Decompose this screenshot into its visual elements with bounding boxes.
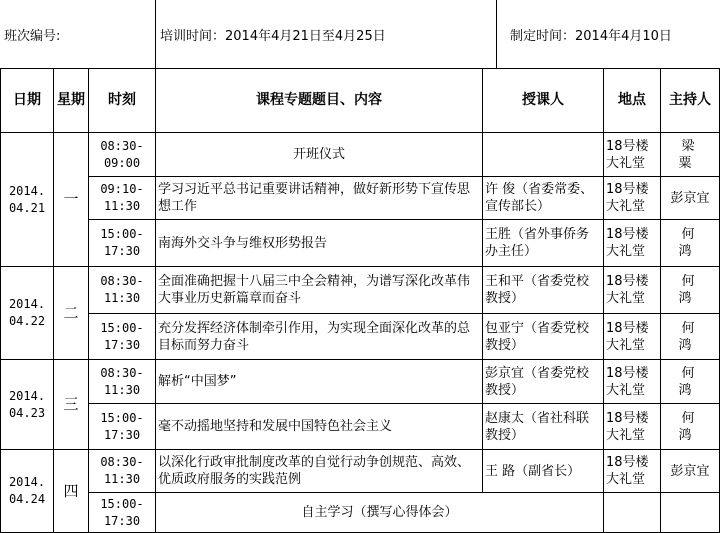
location-line1: 18号楼 — [606, 182, 649, 197]
topic-cell: 以深化行政审批制度改革的自觉行动争创规范、高效、优质政府服务的实践范例 — [156, 450, 483, 493]
time-start: 15:00- — [100, 410, 144, 425]
table-row — [1, 267, 720, 314]
host-cell — [661, 133, 720, 177]
location-line2: 大礼堂 — [606, 382, 646, 398]
time-cell — [89, 267, 156, 314]
location-line2: 大礼堂 — [606, 291, 646, 306]
topic-cell: 学习习近平总书记重要讲话精神，做好新形势下宣传思想工作 — [156, 177, 483, 220]
header-divider — [496, 0, 497, 68]
location-line1: 18号楼 — [606, 227, 649, 242]
location-line2: 大礼堂 — [606, 155, 646, 171]
time-cell — [89, 450, 156, 493]
location-line1: 18号楼 — [606, 365, 649, 381]
weekday-cell: 二 — [54, 267, 89, 360]
location-line2: 大礼堂 — [606, 244, 646, 259]
lecturer-cell — [483, 133, 604, 177]
host-name: 何 鸿 — [678, 227, 705, 259]
weekday-cell: 四 — [54, 450, 89, 533]
col-header-date: 日期 — [1, 69, 54, 133]
time-start: 08:30- — [100, 274, 144, 288]
col-header-host: 主持人 — [661, 69, 720, 133]
table-row — [1, 177, 720, 220]
host-name: 梁 粟 — [678, 138, 705, 171]
host-cell: 彭京宜 — [661, 177, 720, 220]
time-end: 17:30 — [103, 427, 141, 442]
time-end: 11:30 — [103, 382, 141, 397]
date-line2: 04.23 — [8, 405, 46, 420]
table-row — [1, 493, 720, 533]
location-line1: 18号楼 — [606, 138, 649, 154]
schedule-header — [0, 0, 720, 69]
topic-cell: 南海外交斗争与维权形势报告 — [156, 220, 483, 267]
location-cell — [604, 314, 661, 360]
location-cell — [604, 133, 661, 177]
time-cell — [89, 360, 156, 404]
lecturer-cell: 包亚宁（省委党校教授） — [483, 314, 604, 360]
time-start: 15:00- — [100, 320, 144, 335]
topic-cell: 毫不动摇地坚持和发展中国特色社会主义 — [156, 404, 483, 450]
lecturer-cell: 彭京宜（省委党校教授） — [483, 360, 604, 404]
host-cell — [661, 493, 720, 533]
time-cell — [89, 220, 156, 267]
lecturer-cell: 王胜（省外事侨务办主任） — [483, 220, 604, 267]
lecturer-cell: 王和平（省委党校教授） — [483, 267, 604, 314]
weekday-cell: 三 — [54, 360, 89, 450]
time-start: 08:30- — [100, 365, 144, 380]
host-cell: 彭京宜 — [661, 450, 720, 493]
date-cell — [1, 267, 54, 360]
lecturer-cell: 赵康太（省社科联教授） — [483, 404, 604, 450]
col-header-topic: 课程专题题目、内容 — [156, 69, 483, 133]
time-cell — [89, 177, 156, 220]
table-header-row — [1, 69, 720, 133]
host-cell — [661, 314, 720, 360]
time-end: 11:30 — [103, 291, 141, 305]
date-line1: 2014. — [8, 475, 46, 489]
time-start: 15:00- — [100, 496, 144, 511]
topic-cell: 开班仪式 — [156, 133, 483, 177]
time-start: 08:30- — [100, 455, 144, 469]
time-start: 08:30- — [100, 138, 144, 153]
date-line2: 04.21 — [8, 200, 46, 215]
col-header-lecturer: 授课人 — [483, 69, 604, 133]
host-name: 何 鸿 — [678, 320, 705, 353]
location-line1: 18号楼 — [606, 320, 649, 336]
location-line2: 大礼堂 — [606, 427, 646, 443]
made-time-label: 制定时间：2014年4月10日 — [510, 28, 672, 44]
table-row — [1, 404, 720, 450]
schedule-table — [0, 68, 720, 533]
lecturer-cell: 许 俊（省委常委、宣传部长） — [483, 177, 604, 220]
location-line1: 18号楼 — [606, 274, 649, 289]
location-cell — [604, 404, 661, 450]
location-cell — [604, 267, 661, 314]
host-cell — [661, 220, 720, 267]
location-line1: 18号楼 — [606, 410, 649, 426]
host-cell — [661, 404, 720, 450]
time-end: 17:30 — [103, 244, 141, 258]
date-line2: 04.24 — [8, 492, 46, 506]
location-cell — [604, 220, 661, 267]
time-end: 17:30 — [103, 513, 141, 528]
time-end: 11:30 — [103, 199, 141, 213]
time-start: 15:00- — [100, 227, 144, 241]
col-header-weekday: 星期 — [54, 69, 89, 133]
host-name: 何 鸿 — [678, 410, 705, 443]
location-cell — [604, 450, 661, 493]
header-divider — [155, 0, 156, 68]
date-line1: 2014. — [8, 388, 46, 403]
training-time-label: 培训时间：2014年4月21日至4月25日 — [160, 28, 386, 44]
date-cell — [1, 133, 54, 267]
weekday-cell: 一 — [54, 133, 89, 267]
table-row — [1, 360, 720, 404]
time-cell — [89, 314, 156, 360]
col-header-time: 时刻 — [89, 69, 156, 133]
table-row — [1, 133, 720, 177]
time-end: 11:30 — [103, 472, 141, 486]
table-row — [1, 314, 720, 360]
table-row — [1, 450, 720, 493]
location-line2: 大礼堂 — [606, 472, 646, 487]
date-line2: 04.22 — [8, 314, 46, 328]
host-cell — [661, 360, 720, 404]
lecturer-cell: 王 路（副省长） — [483, 450, 604, 493]
date-line1: 2014. — [8, 297, 46, 311]
location-line2: 大礼堂 — [606, 199, 646, 214]
class-number-label: 班次编号: — [4, 28, 61, 44]
time-end: 09:00 — [103, 155, 141, 170]
time-cell — [89, 493, 156, 533]
date-line1: 2014. — [8, 183, 46, 198]
time-cell — [89, 404, 156, 450]
table-row — [1, 220, 720, 267]
location-line1: 18号楼 — [606, 455, 649, 470]
topic-cell: 自主学习（撰写心得体会） — [156, 493, 604, 533]
date-cell — [1, 450, 54, 533]
date-cell — [1, 360, 54, 450]
location-cell — [604, 493, 661, 533]
time-start: 09:10- — [100, 182, 144, 196]
location-line2: 大礼堂 — [606, 337, 646, 353]
topic-cell: 解析“中国梦” — [156, 360, 483, 404]
host-name: 何 鸿 — [678, 365, 705, 398]
topic-cell: 充分发挥经济体制牵引作用，为实现全面深化改革的总目标而努力奋斗 — [156, 314, 483, 360]
location-cell — [604, 177, 661, 220]
col-header-location: 地点 — [604, 69, 661, 133]
host-name: 何 鸿 — [678, 274, 705, 306]
topic-cell: 全面准确把握十八届三中全会精神，为谱写深化改革伟大事业历史新篇章而奋斗 — [156, 267, 483, 314]
host-cell — [661, 267, 720, 314]
time-end: 17:30 — [103, 337, 141, 352]
time-cell — [89, 133, 156, 177]
location-cell — [604, 360, 661, 404]
